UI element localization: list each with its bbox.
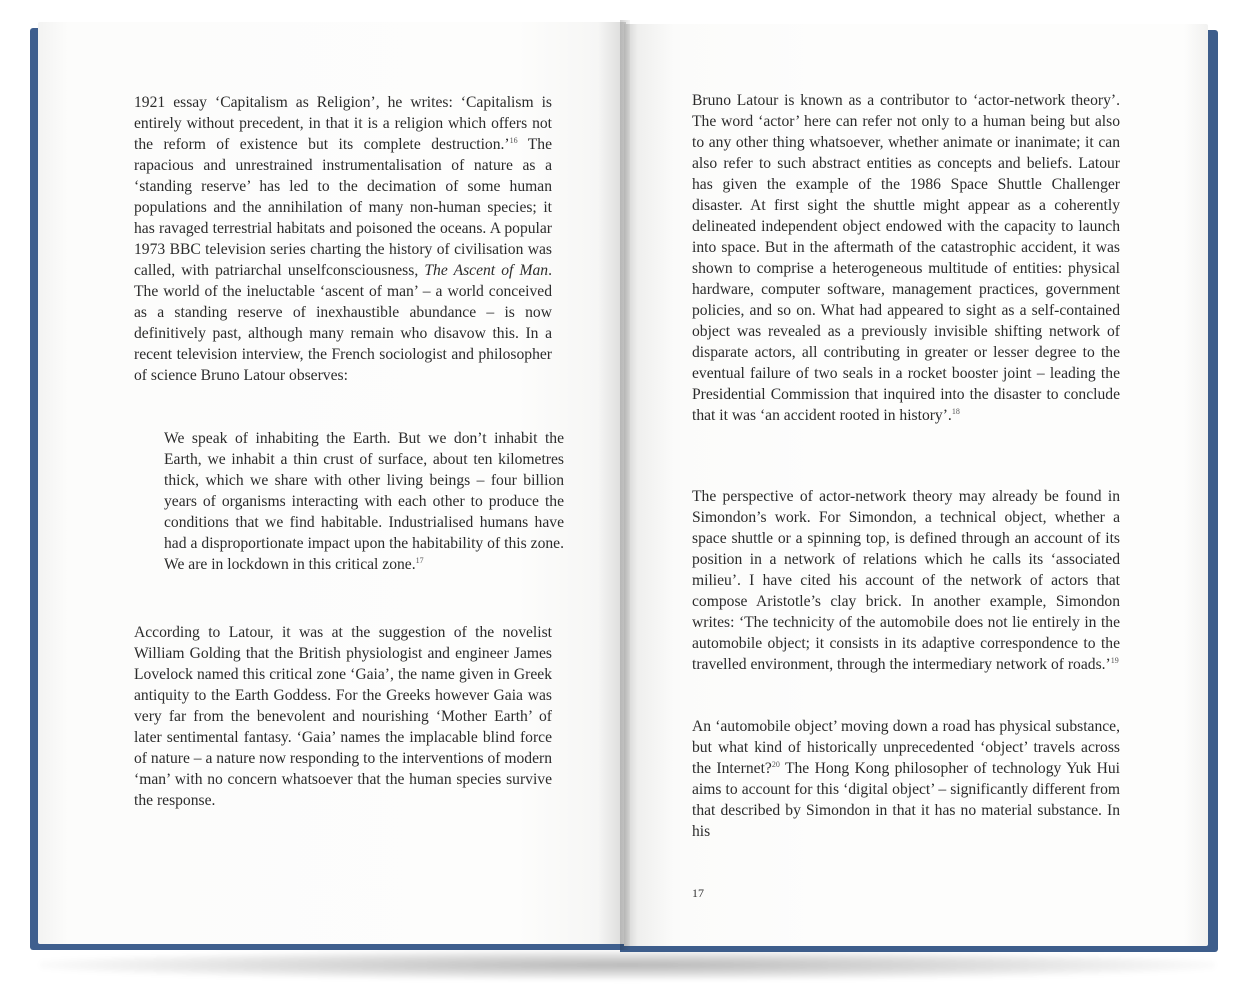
text-segment: . The world of the ineluctable ‘ascent of man’ – a world conceived as a standing reserve of inexhaustible abundance – is now definitively past, although many remain who disavow this. In a recent television interview, the French sociologist and philosopher of science Bruno Latour observes: [134,262,552,384]
left-paragraph-1 [134,92,552,386]
paragraph-text: According to Latour, it was at the suggestion of the novelist William Golding that the British physiologist and engineer James Lovelock named this critical zone ‘Gaia’, the name given in Greek antiquity to the Earth Goddess. For the Greeks however Gaia was very far from the benevolent and nourishing ‘Mother Earth’ of later sentimental fantasy. ‘Gaia’ names the implacable blind force of nature – a nature now responding to the interventions of modern ‘man’ with no concern whatsoever that the human species survive the response. [134,624,552,809]
text-segment: The perspective of actor-network theory may already be found in Simondon’s work. For Simondon, a technical object, whether a space shuttle or a spinning top, is defined through an account of its position in a network of relations which he calls its ‘associated milieu’. I have cited his account of the network of actors that compose Aristotle’s clay brick. In another example, Simondon writes: ‘The technicity of the automobile does not lie entirely in the automobile object; it consists in its adaptive correspondence to the travelled environment, through the intermediary network of roads.’ [692,488,1120,673]
text-segment: 1921 essay ‘Capitalism as Religion’, he writes: ‘Capitalism is entirely without precedent, in that it is a religion which offers not the reform of existence but its complete destruction.’ [134,94,552,153]
book-gutter [620,20,630,950]
footnote-ref-19[interactable]: 19 [1110,656,1119,665]
text-segment: The Hong Kong philosopher of technology Yuk Hui aims to account for this ‘digital object’ – significantly different from that described by Simondon in that it has no material substance. In his [692,760,1120,840]
footnote-ref-17[interactable]: 17 [415,556,424,565]
block-quote [164,428,564,575]
book-title: The Ascent of Man [424,262,549,279]
left-paragraph-2 [134,622,552,811]
right-page [624,24,1208,946]
right-paragraph-2 [692,486,1120,675]
footnote-ref-18[interactable]: 18 [951,407,960,416]
book-shadow [40,950,1215,980]
right-paragraph-1 [692,90,1120,426]
quote-text: We speak of inhabiting the Earth. But we don’t inhabit the Earth, we inhabit a thin crust of surface, about ten kilometres thick, which we share with other living beings – four billion years of organisms interacting with each other to produce the conditions that we find habitable. Industrialised humans have had a disproportionate impact upon the habitability of this zone. We are in lockdown in this critical zone. [164,430,564,573]
footnote-ref-20[interactable]: 20 [771,760,780,769]
footnote-ref-16[interactable]: 16 [509,136,518,145]
text-segment: An ‘automobile object’ moving down a road has physical substance, but what kind of historically unprecedented ‘object’ travels across the Internet? [692,718,1120,777]
text-segment: Bruno Latour is known as a contributor to ‘actor-network theory’. The word ‘actor’ here can refer not only to a human being but also to any other thing whatsoever, whether animate or inanimate; it can also refer to such abstract entities as concepts and beliefs. Latour has given the example of the 1986 Space Shuttle Challenger disaster. At first sight the shuttle might appear as a coherently delineated independent object endowed with the capacity to launch into space. But in the aftermath of the catastrophic accident, it was shown to comprise a heterogeneous multitude of entities: physical hardware, computer software, management practices, government policies, and so on. What had appeared to sight as a self-contained object was revealed as a previously invisible shifting network of disparate actors, all contributing in greater or lesser degree to the eventual failure of two seals in a rocket booster joint – leading the Presidential Commission that inquired into the disaster to conclude that it was ‘an accident rooted in history’. [692,92,1120,424]
left-page [38,22,626,944]
text-segment: The rapacious and unrestrained instrumentalisation of nature as a ‘standing reserve’ has led to the decimation of some human populations and the annihilation of many non-human species; it has ravaged terrestrial habitats and poisoned the oceans. A popular 1973 BBC television series charting the history of civilisation was called, with patriarchal unselfconsciousness, [134,136,552,279]
right-paragraph-3 [692,716,1120,842]
page-number: 17 [692,886,704,900]
